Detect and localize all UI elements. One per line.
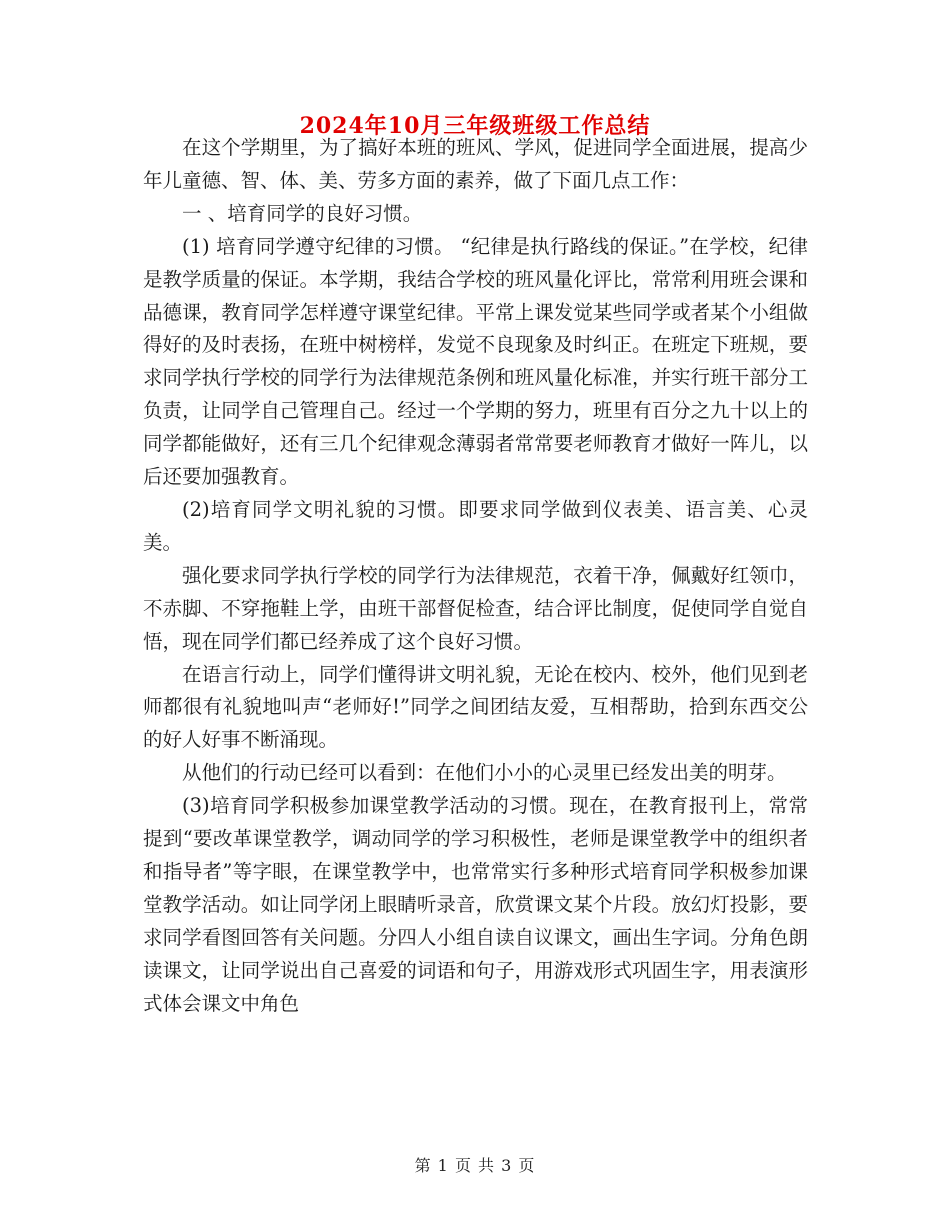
paragraph: (2)培育同学文明礼貌的习惯。即要求同学做到仪表美、语言美、心灵美。 bbox=[143, 497, 808, 554]
paragraph: 在语言行动上，同学们懂得讲文明礼貌，无论在校内、校外，他们见到老师都很有礼貌地叫声“老师好!”同学之间团结友爱，互相帮助，拾到东西交公的好人好事不断涌现。 bbox=[143, 662, 808, 752]
document-body bbox=[143, 132, 808, 1020]
paragraph: (1) 培育同学遵守纪律的习惯。 “纪律是执行路线的保证。”在学校，纪律是教学质量的保证。本学期，我结合学校的班风量化评比，常常利用班会课和品德课，教育同学怎样遵守课堂纪律。平常上课发觉某些同学或者某个小组做得好的及时表扬，在班中树榜样，发觉不良现象及时纠正。在班定下班规，要求同学执行学校的同学行为法律规范条例和班风量化标准，并实行班干部分工负责，让同学自己管理自己。经过一个学期的努力，班里有百分之九十以上的同学都能做好，还有三几个纪律观念薄弱者常常要老师教育才做好一阵儿，以后还要加强教育。 bbox=[143, 234, 808, 489]
paragraph: 从他们的行动已经可以看到：在他们小小的心灵里已经发出美的明芽。 bbox=[182, 761, 787, 785]
page-footer: 第 1 页 共 3 页 bbox=[414, 1156, 536, 1175]
section-heading: 一 、培育同学的良好习惯。 bbox=[182, 201, 423, 225]
paragraph: (3)培育同学积极参加课堂教学活动的习惯。现在，在教育报刊上，常常提到“要改革课堂教学，调动同学的学习积极性，老师是课堂教学中的组织者和指导者”等字眼，在课堂教学中，也常常实行多种形式培育同学积极参加课堂教学活动。如让同学闭上眼睛听录音，欣赏课文某个片段。放幻灯投影，要求同学看图回答有关问题。分四人小组自读自议课文，画出生字词。分角色朗读课文，让同学说出自己喜爱的词语和句子，用游戏形式巩固生字，用表演形式体会课文中角色 bbox=[143, 794, 808, 1015]
document-title: 2024年10月三年级班级工作总结 bbox=[299, 113, 651, 139]
paragraph: 在这个学期里，为了搞好本班的班风、学风，促进同学全面进展，提高少年儿童德、智、体、美、劳多方面的素养，做了下面几点工作： bbox=[143, 136, 808, 192]
paragraph: 强化要求同学执行学校的同学行为法律规范，衣着干净，佩戴好红领巾，不赤脚、不穿拖鞋上学，由班干部督促检查，结合评比制度，促使同学自觉自悟，现在同学们都已经养成了这个良好习惯。 bbox=[143, 563, 808, 653]
